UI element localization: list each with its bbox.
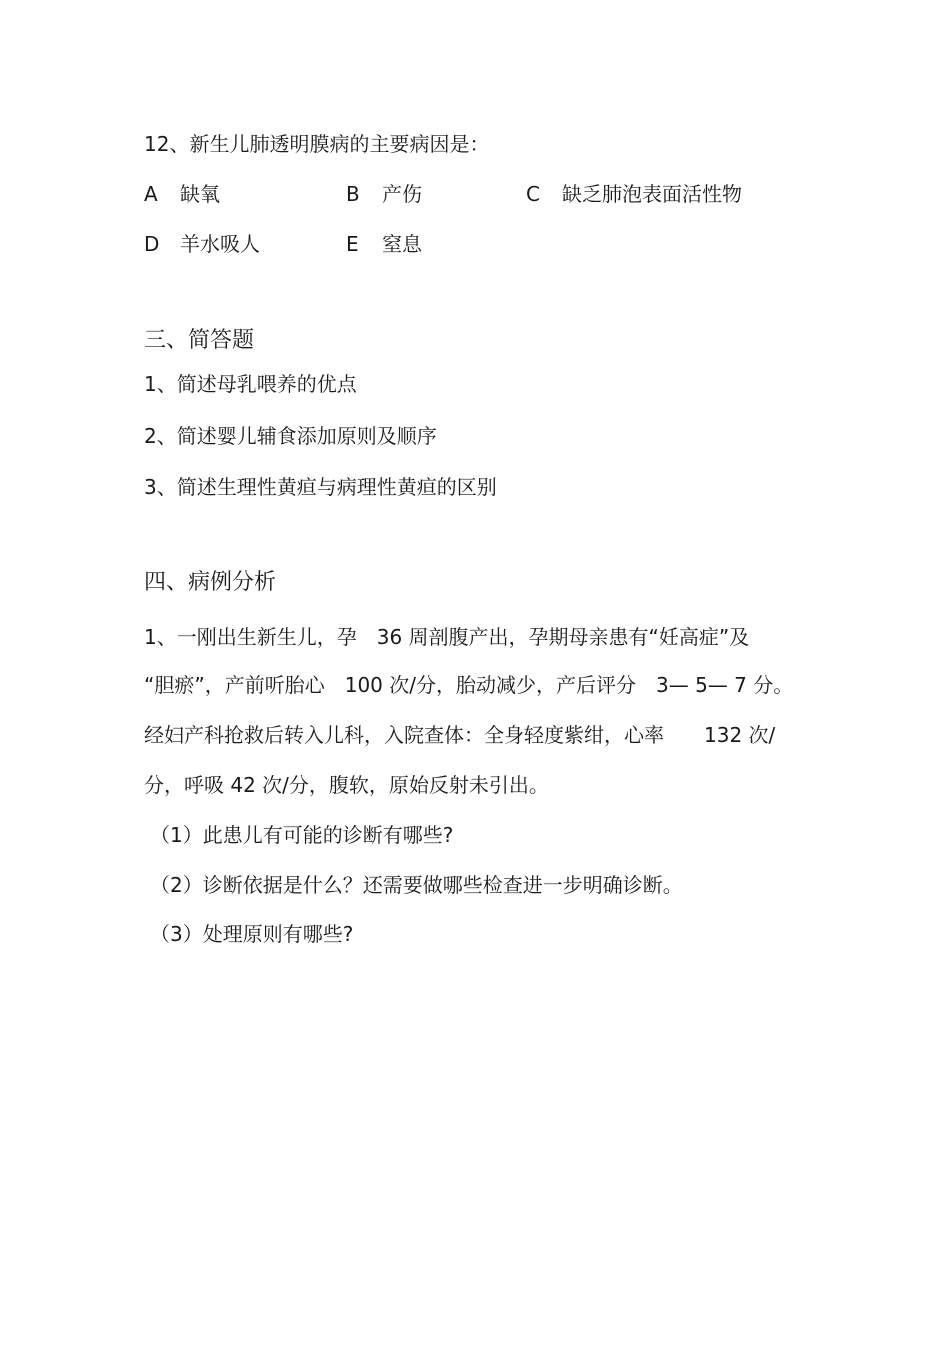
option-text: 缺氧 bbox=[180, 182, 220, 206]
case-text-line: 分，呼吸 42 次/分，腹软，原始反射未引出。 bbox=[144, 773, 549, 797]
option-text: 缺乏肺泡表面活性物 bbox=[562, 182, 742, 206]
case-subquestion: （3）处理原则有哪些? bbox=[150, 922, 354, 946]
case-subquestion: （1）此患儿有可能的诊断有哪些? bbox=[150, 823, 454, 847]
case-text-line: 1、一刚出生新生儿，孕 36 周剖腹产出，孕期母亲患有“妊高症”及 bbox=[144, 625, 750, 649]
option-letter: E bbox=[346, 232, 359, 256]
option-c bbox=[526, 180, 742, 208]
section-3-title: 三、简答题 bbox=[144, 328, 255, 353]
option-e bbox=[346, 230, 422, 258]
option-letter: A bbox=[144, 182, 158, 206]
option-letter: C bbox=[526, 182, 540, 206]
section-4-title: 四、病例分析 bbox=[144, 570, 277, 595]
short-answer-item: 3、简述生理性黄疸与病理性黄疸的区别 bbox=[144, 475, 497, 499]
option-text: 羊水吸人 bbox=[180, 232, 260, 256]
option-letter: D bbox=[144, 232, 160, 256]
option-b bbox=[346, 180, 422, 208]
option-text: 窒息 bbox=[382, 232, 422, 256]
case-text-line: 经妇产科抢救后转入儿科，入院查体：全身轻度紫绀，心率 132 次/ bbox=[144, 723, 776, 747]
option-d bbox=[144, 230, 260, 258]
case-text-line: “胆瘀”，产前听胎心 100 次/分，胎动减少，产后评分 3— 5— 7 分。 bbox=[144, 673, 794, 697]
short-answer-item: 1、简述母乳喂养的优点 bbox=[144, 372, 357, 396]
short-answer-item: 2、简述婴儿辅食添加原则及顺序 bbox=[144, 424, 437, 448]
option-letter: B bbox=[346, 182, 360, 206]
option-a bbox=[144, 180, 220, 208]
option-text: 产伤 bbox=[382, 182, 422, 206]
question-12-stem: 12、新生儿肺透明膜病的主要病因是： bbox=[144, 132, 490, 156]
case-subquestion: （2）诊断依据是什么？还需要做哪些检查进一步明确诊断。 bbox=[150, 873, 683, 897]
